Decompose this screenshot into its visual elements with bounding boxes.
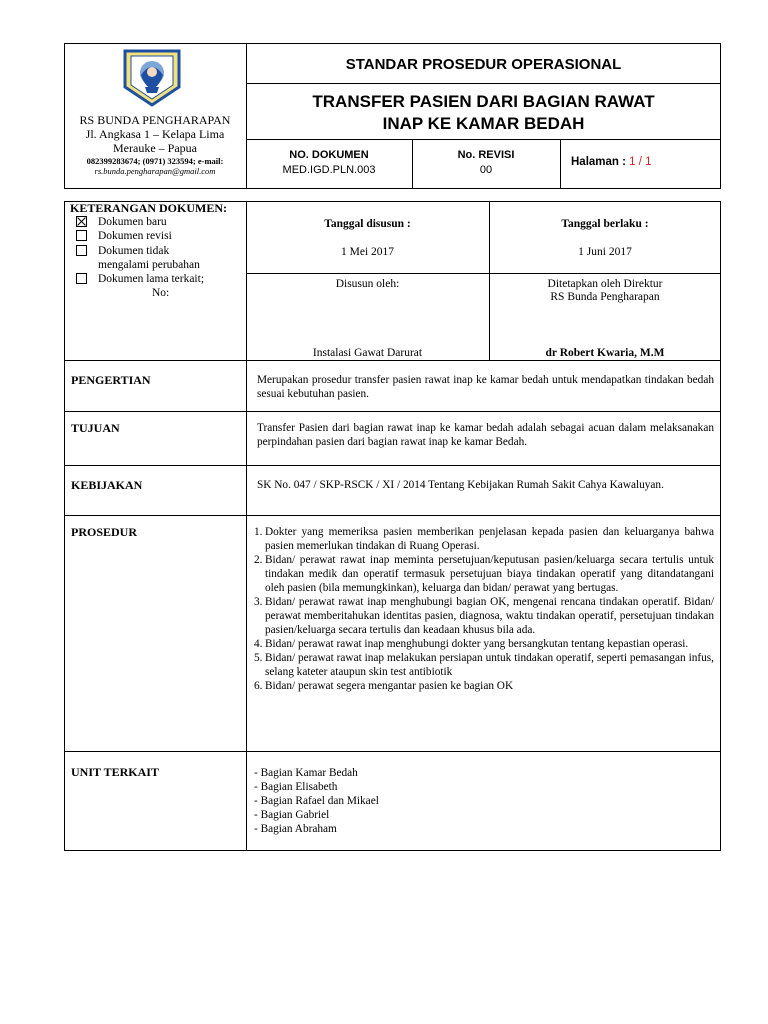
- kebijakan-label: KEBIJAKAN: [71, 478, 143, 492]
- halaman-label: Halaman :: [571, 156, 626, 168]
- no-revisi-value: 00: [479, 164, 493, 176]
- address-line-1: Jl. Angkasa 1 – Kelapa Lima: [85, 127, 225, 141]
- unit-item: - Bagian Abraham: [254, 823, 337, 835]
- prosedur-list: [254, 525, 714, 693]
- checkbox-dokumen-lama[interactable]: [76, 273, 87, 284]
- unit-terkait-list: [254, 766, 714, 836]
- label-dokumen-tidak: Dokumen tidak: [98, 245, 170, 257]
- header-rule-1: [246, 83, 721, 84]
- prosedur-item: 3. Bidan/ perawat rawat inap menghubungi bagian OK, mengenai rencana tindakan operatif. Bidan/ perawat memberitahukan identitas pasien, diagnosa, waktu tindakan operatif, persetujuan tindakan pasien/keluarga secara tertulis dan keadaan khusus bila ada.: [254, 596, 714, 636]
- halaman: [571, 156, 711, 169]
- prosedur-item-text: Bidan/ perawat rawat inap menghubungi bagian OK, mengenai rencana tindakan operatif. Bidan/ perawat memberitahukan identitas pasien, diagnosa, waktu tindakan operatif, persetujuan tindakan pasien/keluarga secara tertulis dan keadaan khusus bila ada.: [265, 596, 714, 636]
- pengertian-label: PENGERTIAN: [71, 373, 151, 387]
- header-rule-4: [560, 139, 561, 189]
- prosedur-label: PROSEDUR: [71, 525, 138, 539]
- no-dokumen-label: NO. DOKUMEN: [289, 149, 369, 161]
- prosedur-item-text: Dokter yang memeriksa pasien memberikan penjelasan kepada pasien dan keluarganya bahwa pasien memerlukan tindakan di Ruang Operasi.: [265, 526, 714, 552]
- label-dokumen-baru: Dokumen baru: [98, 216, 167, 228]
- prosedur-item: 5. Bidan/ perawat rawat inap melakukan persiapan untuk tindakan operatif, seperti pemasangan infus, selang kateter ataupun skin test antibiotik: [254, 652, 714, 678]
- doc-type-title: STANDAR PROSEDUR OPERASIONAL: [345, 56, 622, 73]
- unit-item: - Bagian Rafael dan Mikael: [254, 795, 379, 807]
- unit-item: - Bagian Kamar Bedah: [254, 767, 358, 779]
- tanggal-berlaku-value: 1 Juni 2017: [578, 246, 632, 258]
- prosedur-item: 2. Bidan/ perawat rawat inap meminta persetujuan/keputusan pasien/keluarga secara tertulis untuk tindakan medik dan operatif termasuk persetujuan biaya tindakan operatif yang ditandatangani oleh pasien (bila memungkinkan), keluarga dan bidan/ perawat yang bertugas.: [254, 554, 714, 594]
- body-divider: [246, 201, 247, 851]
- ditetapkan-line-1: Ditetapkan oleh Direktur: [547, 278, 663, 290]
- no-dokumen-value: MED.IGD.PLN.003: [282, 164, 376, 176]
- ditetapkan-line-2: RS Bunda Pengharapan: [550, 291, 660, 303]
- tanggal-disusun-label: Tanggal disusun :: [324, 218, 411, 230]
- tanggal-berlaku-label: Tanggal berlaku :: [561, 218, 649, 230]
- checkbox-dokumen-baru[interactable]: [76, 216, 87, 227]
- label-dokumen-lama-no: No:: [152, 287, 170, 299]
- hospital-logo: [119, 47, 185, 109]
- row-rule-1: [64, 360, 721, 361]
- halaman-value: 1 / 1: [629, 156, 652, 168]
- keterangan-title: KETERANGAN DOKUMEN:: [70, 201, 228, 215]
- checkbox-dokumen-revisi[interactable]: [76, 230, 87, 241]
- doc-title-line-2: INAP KE KAMAR BEDAH: [382, 114, 585, 133]
- phone-line: [64, 156, 246, 166]
- tanggal-disusun-value: 1 Mei 2017: [340, 246, 395, 258]
- dates-rule: [246, 273, 721, 274]
- prosedur-item: 6. Bidan/ perawat segera mengantar pasien ke bagian OK: [254, 680, 514, 692]
- unit-item: - Bagian Elisabeth: [254, 781, 338, 793]
- row-rule-3: [64, 465, 721, 466]
- unit-terkait-label: UNIT TERKAIT: [71, 765, 159, 779]
- row-rule-5: [64, 751, 721, 752]
- row-rule-4: [64, 515, 721, 516]
- row-rule-2: [64, 411, 721, 412]
- disusun-oleh-label: Disusun oleh:: [335, 278, 400, 290]
- address-line-2: Merauke – Papua: [113, 141, 197, 155]
- prosedur-item: 4. Bidan/ perawat rawat inap menghubungi dokter yang bersangkutan tentang kepastian operasi.: [254, 638, 689, 650]
- label-dokumen-lama: Dokumen lama terkait;: [98, 273, 205, 285]
- checkbox-dokumen-tidak[interactable]: [76, 245, 87, 256]
- doc-title-line-1: TRANSFER PASIEN DARI BAGIAN RAWAT: [312, 92, 655, 111]
- label-dokumen-tidak-2: mengalami perubahan: [98, 259, 200, 271]
- unit-item: - Bagian Gabriel: [254, 809, 330, 821]
- header-rule-2: [246, 139, 721, 140]
- prosedur-item-text: Bidan/ perawat rawat inap meminta persetujuan/keputusan pasien/keluarga secara tertulis untuk tindakan medik dan operatif termasuk persetujuan biaya tindakan operatif yang ditandatangani oleh pasien (bila memungkinkan), keluarga dan bidan/ perawat yang bertugas.: [265, 554, 714, 594]
- label-dokumen-revisi: Dokumen revisi: [98, 230, 172, 242]
- prosedur-item-text: Bidan/ perawat rawat inap melakukan persiapan untuk tindakan operatif, seperti pemasangan infus, selang kateter ataupun skin test antibiotik: [265, 652, 714, 678]
- prosedur-item-text: Bidan/ perawat rawat inap menghubungi dokter yang bersangkutan tentang kepastian operasi.: [265, 638, 689, 650]
- tujuan-label: TUJUAN: [71, 421, 120, 435]
- prosedur-item-text: Bidan/ perawat segera mengantar pasien ke bagian OK: [265, 680, 514, 692]
- no-revisi-label: No. REVISI: [457, 149, 515, 161]
- disusun-oleh-value: Instalasi Gawat Darurat: [312, 347, 423, 359]
- pengertian-text: Merupakan prosedur transfer pasien rawat inap ke kamar bedah untuk mendapatkan tindakan bedah sesuai kebutuhan pasien.: [257, 374, 714, 400]
- tujuan-text: Transfer Pasien dari bagian rawat inap ke kamar bedah adalah sebagai acuan dalam melaksanakan perpindahan pasien dari bagian rawat inap ke kamar Bedah.: [257, 422, 714, 448]
- hospital-name: RS BUNDA PENGHARAPAN: [79, 113, 231, 127]
- kebijakan-text: SK No. 047 / SKP-RSCK / XI / 2014 Tentang Kebijakan Rumah Sakit Cahya Kawaluyan.: [257, 479, 664, 491]
- email-line: rs.bunda.pengharapan@gmail.com: [94, 166, 216, 176]
- ditetapkan-name: dr Robert Kwaria, M.M: [545, 347, 665, 359]
- phone-numbers: 082399283674; (0971) 323594; e-mail:: [86, 156, 224, 166]
- prosedur-item: 1. Dokter yang memeriksa pasien memberikan penjelasan kepada pasien dan keluarganya bahwa pasien memerlukan tindakan di Ruang Operasi.: [254, 526, 714, 552]
